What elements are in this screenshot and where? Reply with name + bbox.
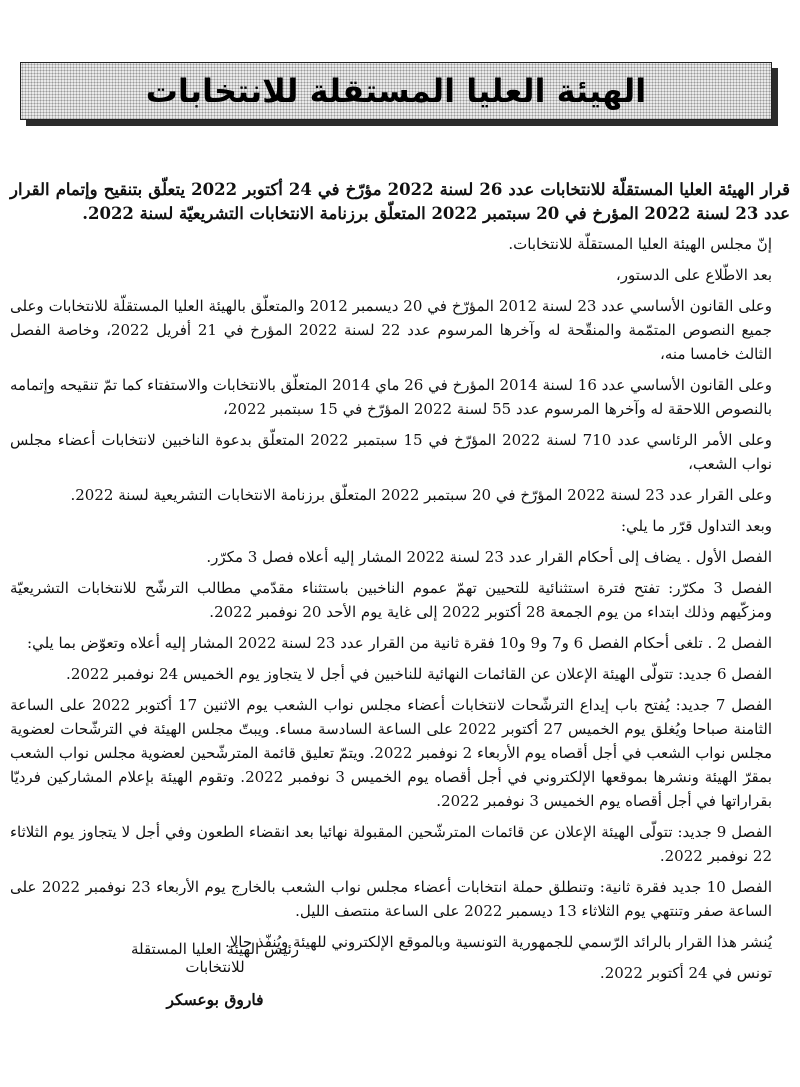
paragraph-council: إنّ مجلس الهيئة العليا المستقلّة للانتخابات.: [508, 235, 772, 253]
paragraph-deliberation: وبعد التداول قرّر ما يلي:: [620, 517, 772, 535]
paragraph-law-2014: وعلى القانون الأساسي عدد 16 لسنة 2014 المؤرخ في 26 ماي 2014 المتعلّق بالانتخابات والاستفتاء كما تمّ تنقيحه وإتمامه بالنصوص اللاحقة له وآخرها المرسوم عدد 55 لسنة 2022 المؤرّخ في 15 سبتمبر 2022،: [10, 376, 772, 418]
paragraph-presidential-decree: وعلى الأمر الرئاسي عدد 710 لسنة 2022 المؤرّخ في 15 سبتمبر 2022 المتعلّق بدعوة الناخبين لانتخابات أعضاء مجلس نواب الشعب،: [10, 431, 773, 473]
article-3-bis: الفصل 3 مكرّر: تفتح فترة استثنائية للتحيين تهمّ عموم الناخبين باستثناء مقدّمي مطالب الترشّح للانتخابات التشريعيّة ومزكّيهم وذلك ابتداء من يوم الجمعة 28 أكتوبر 2022 إلى غاية يوم الأحد 20 نوفمبر 2022.: [10, 579, 772, 621]
signatory-role: رئيس الهيئة العليا المستقلة للانتخابات: [130, 940, 300, 976]
article-10-new: الفصل 10 جديد فقرة ثانية: وتنطلق حملة انتخابات أعضاء مجلس نواب الشعب بالخارج يوم الأربعاء 23 نوفمبر 2022 على الساعة صفر وتنتهي يوم الثلاثاء 13 ديسمبر 2022 على الساعة منتصف الليل.: [10, 878, 773, 920]
signatory-name: فاروق بوعسكر: [166, 990, 264, 1009]
article-6-new: الفصل 6 جديد: تتولّى الهيئة الإعلان عن القائمات النهائية للناخبين في أجل لا يتجاوز يوم الخميس 24 نوفمبر 2022.: [66, 665, 772, 683]
article-2: الفصل 2 . تلغى أحكام الفصل 6 و7 و9 و10 فقرة ثانية من القرار عدد 23 لسنة 2022 المشار إليه أعلاه وتعوّض بما يلي:: [27, 634, 772, 652]
paragraph-constitution: بعد الاطّلاع على الدستور،: [615, 266, 772, 284]
date-line: تونس في 24 أكتوبر 2022.: [599, 964, 772, 982]
signature-block: [100, 940, 330, 1009]
article-1: الفصل الأول . يضاف إلى أحكام القرار عدد 23 لسنة 2022 المشار إليه أعلاه فصل 3 مكرّر.: [206, 548, 772, 566]
article-7-new: الفصل 7 جديد: يُفتح باب إيداع الترشّحات لانتخابات أعضاء مجلس نواب الشعب يوم الاثنين 17 أكتوبر 2022 على الساعة الثامنة صباحا ويُغلق يوم الخميس 27 أكتوبر 2022 على الساعة السادسة مساء. ويبتّ مجلس الهيئة في الترشّحات لعضوية مجلس نواب الشعب في أجل أقصاه يوم الأربعاء 2 نوفمبر 2022. ويتمّ تعليق قائمة المترشّحين لعضوية مجلس نواب الشعب بمقرّ الهيئة ونشرها بموقعها الإلكتروني في أجل أقصاه يوم الخميس 3 نوفمبر 2022. وتقوم الهيئة بإعلام المشاركين فرديّا بقراراتها في أجل أقصاه يوم الخميس 3 نوفمبر 2022.: [10, 696, 773, 810]
paragraph-law-2012: وعلى القانون الأساسي عدد 23 لسنة 2012 المؤرّخ في 20 ديسمبر 2012 والمتعلّق بالهيئة العليا المستقلّة للانتخابات وعلى جميع النصوص المتمّمة والمنقّحة له وآخرها المرسوم عدد 22 لسنة 2022 المؤرخ في 21 أفريل 2022، وخاصة الفصل الثالث خامسا منه،: [10, 297, 772, 363]
header-title: الهيئة العليا المستقلة للانتخابات: [145, 72, 647, 110]
decision-title: قرار الهيئة العليا المستقلّة للانتخابات عدد 26 لسنة 2022 مؤرّخ في 24 أكتوبر 2022 يتعلّق بتنقيح وإتمام القرار عدد 23 لسنة 2022 المؤرخ في 20 سبتمبر 2022 المتعلّق برزنامة الانتخابات التشريعيّة لسنة 2022.: [10, 180, 790, 223]
header-banner: [20, 62, 772, 120]
paragraph-decision-23: وعلى القرار عدد 23 لسنة 2022 المؤرّخ في 20 سبتمبر 2022 المتعلّق برزنامة الانتخابات التشريعية لسنة 2022.: [70, 486, 772, 504]
article-9-new: الفصل 9 جديد: تتولّى الهيئة الإعلان عن قائمات المترشّحين المقبولة نهائيا بعد انقضاء الطعون وفي أجل لا يتجاوز يوم الثلاثاء 22 نوفمبر 2022.: [10, 823, 772, 865]
publication-clause: يُنشر هذا القرار بالرائد الرّسمي للجمهورية التونسية وبالموقع الإلكتروني للهيئة ويُنفّذ حالا.: [224, 933, 772, 951]
decision-body: [10, 178, 790, 992]
